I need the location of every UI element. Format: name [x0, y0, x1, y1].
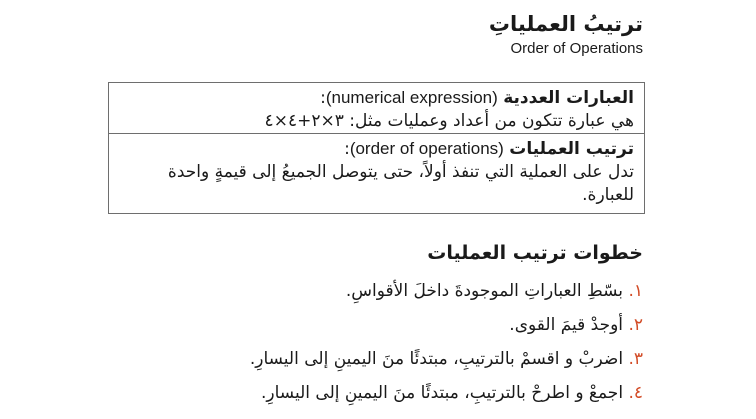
page-subtitle: Order of Operations — [510, 40, 643, 57]
step-number: ١. — [628, 281, 643, 301]
step-number: ٤. — [628, 383, 643, 403]
definition-colon: : — [320, 88, 326, 108]
steps-heading: خطوات ترتيب العمليات — [427, 242, 643, 264]
definition-heading — [117, 137, 634, 161]
definition-heading — [117, 86, 634, 110]
step-item — [250, 378, 643, 412]
step-item — [250, 276, 643, 310]
definition-term-english: (order of operations) — [349, 139, 504, 158]
definition-term: العبارات العددية — [503, 88, 634, 108]
definition-term: ترتيب العمليات — [509, 139, 634, 159]
definition-numerical-expression — [109, 83, 644, 134]
steps-list — [250, 276, 643, 412]
definition-term-english: (numerical expression) — [325, 88, 498, 107]
step-item — [250, 344, 643, 378]
step-item — [250, 310, 643, 344]
definition-text: تدل على العملية التي تنفذ أولاً، حتى يتوصل الجميعُ إلى قيمةٍ واحدة للعبارة. — [167, 162, 634, 205]
definition-text: هي عبارة تتكون من أعداد وعمليات مثل: ٣×٢+٤×٤ — [264, 111, 634, 131]
step-number: ٢. — [628, 315, 643, 335]
definitions-box — [108, 82, 645, 214]
step-number: ٣. — [628, 349, 643, 369]
page-title: ترتيبُ العملياتِ — [488, 12, 643, 36]
definition-colon: : — [344, 139, 350, 159]
step-text: بسّطِ العباراتِ الموجودةَ داخلَ الأقواسِ. — [345, 281, 624, 301]
step-text: اضربْ و اقسمْ بالترتيبِ، مبتدئًا منَ اليمينِ إلى اليسارِ. — [249, 349, 624, 369]
step-text: اجمعْ و اطرحْ بالترتيبِ، مبتدئًا منَ اليمينِ إلى اليسارِ. — [261, 383, 624, 403]
step-text: أوجدْ قيمَ القوى. — [509, 315, 624, 335]
definition-order-of-operations — [109, 134, 644, 213]
